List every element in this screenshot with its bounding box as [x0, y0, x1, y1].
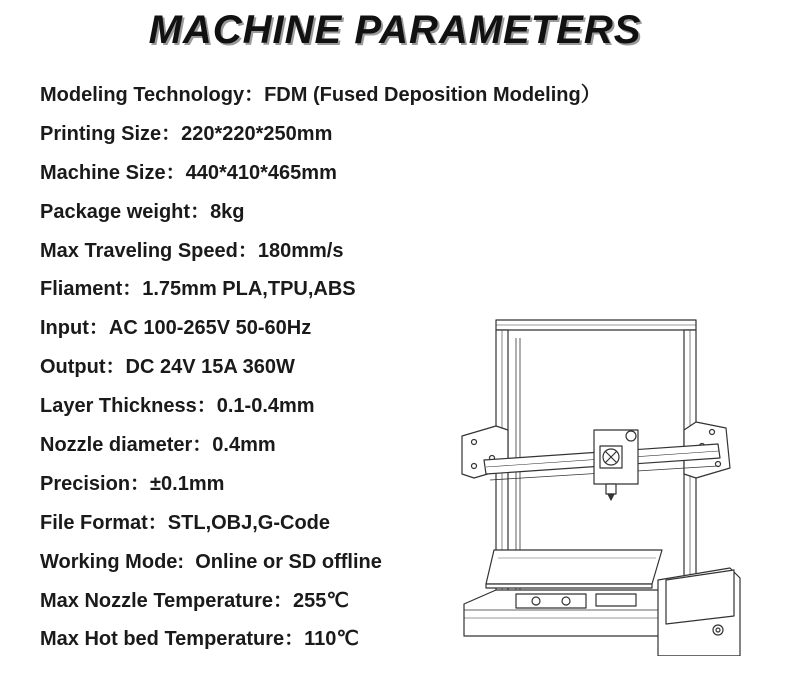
print-bed	[486, 550, 662, 588]
param-separator: ：	[192, 434, 213, 457]
param-row-printing-size	[40, 115, 601, 154]
param-label: Modeling Technology	[40, 84, 245, 106]
param-label: Nozzle diameter	[40, 434, 193, 457]
param-row-modeling-technology	[40, 76, 601, 115]
param-value: ±0.1mm	[150, 472, 225, 495]
param-value: STL,OBJ,G-Code	[167, 511, 331, 534]
param-value: 180mm/s	[257, 239, 344, 262]
param-label: Max Nozzle Temperature	[40, 589, 274, 612]
page-title: MACHINE PARAMETERS	[148, 8, 642, 52]
param-row-filament	[40, 270, 601, 309]
param-separator: ：	[284, 628, 305, 651]
param-value: DC 24V 15A 360W	[125, 356, 295, 379]
param-label: File Format	[40, 511, 148, 534]
param-value: 8kg	[210, 200, 245, 223]
param-value: 220*220*250mm	[181, 122, 333, 145]
param-separator: ：	[130, 472, 151, 495]
left-upright	[496, 330, 508, 635]
param-separator: ：	[190, 200, 211, 223]
param-value: Online or SD offline	[195, 550, 382, 573]
param-row-machine-size	[40, 154, 601, 193]
param-label: Input	[40, 317, 89, 340]
param-separator: ：	[161, 122, 182, 145]
param-label: Precision	[40, 472, 131, 495]
3d-printer-illustration	[456, 318, 746, 656]
param-separator: ：	[105, 356, 126, 379]
control-box	[658, 568, 740, 656]
param-value: 440*410*465mm	[185, 161, 337, 184]
param-label: Max Traveling Speed	[40, 239, 238, 262]
param-separator: ：	[165, 161, 186, 184]
param-value: 110℃	[304, 628, 359, 651]
param-value: 0.1-0.4mm	[216, 395, 315, 418]
param-value: FDM (Fused Deposition Modeling）	[264, 84, 601, 106]
param-value: AC 100-265V 50-60Hz	[108, 317, 312, 340]
param-label: Working Mode	[40, 550, 178, 573]
param-label: Output	[40, 356, 106, 379]
param-separator: ：	[122, 278, 143, 301]
param-label: Package weight	[40, 200, 191, 223]
param-separator: ：	[196, 395, 217, 418]
param-separator: ：	[88, 317, 109, 340]
param-value: 1.75mm PLA,TPU,ABS	[142, 278, 356, 301]
param-value: 255℃	[293, 589, 349, 612]
param-separator: ：	[147, 511, 168, 534]
param-separator: ：	[273, 589, 294, 612]
param-label: Max Hot bed Temperature	[40, 628, 285, 651]
param-row-max-traveling-speed	[40, 232, 601, 271]
param-separator: :	[177, 550, 196, 573]
param-label: Layer Thickness	[40, 395, 197, 418]
param-row-package-weight	[40, 193, 601, 232]
param-label: Fliament	[40, 278, 123, 301]
top-frame-bar	[496, 320, 696, 330]
param-separator: ：	[244, 84, 265, 106]
param-value: 0.4mm	[212, 434, 276, 457]
param-separator: ：	[237, 239, 258, 262]
param-label: Printing Size	[40, 122, 162, 145]
hotend-carriage	[594, 430, 638, 500]
param-label: Machine Size	[40, 161, 166, 184]
